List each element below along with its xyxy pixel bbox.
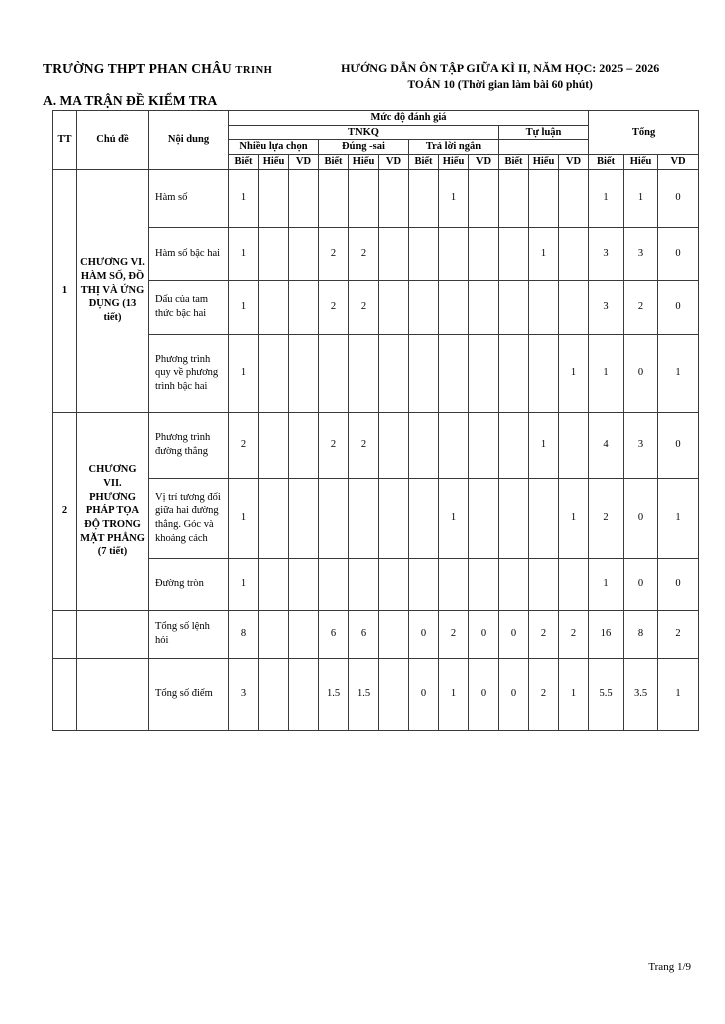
table-row <box>53 558 699 610</box>
value-cell <box>289 227 319 280</box>
value-cell: 0 <box>499 610 529 658</box>
col-header-hieu: Hiểu <box>259 154 289 169</box>
value-cell: 2 <box>529 658 559 730</box>
value-cell <box>559 558 589 610</box>
value-cell <box>439 558 469 610</box>
empty-tt-cell <box>53 610 77 658</box>
value-cell: 6 <box>319 610 349 658</box>
value-cell: 8 <box>229 610 259 658</box>
empty-chapter-cell <box>77 658 149 730</box>
value-cell <box>439 412 469 478</box>
value-cell <box>469 169 499 227</box>
topic-cell: Đường tròn <box>149 558 229 610</box>
value-cell <box>259 280 289 334</box>
value-cell: 1 <box>229 478 259 558</box>
topic-cell: Vị trí tương đối giữa hai đường thẳng. Góc và khoảng cách <box>149 478 229 558</box>
col-header-hieu: Hiểu <box>529 154 559 169</box>
value-cell: 2 <box>624 280 658 334</box>
empty-tt-cell <box>53 658 77 730</box>
value-cell <box>289 334 319 412</box>
value-cell: 2 <box>319 280 349 334</box>
value-cell <box>499 280 529 334</box>
value-cell <box>259 478 289 558</box>
value-cell <box>559 169 589 227</box>
value-cell <box>499 334 529 412</box>
value-cell: 2 <box>319 227 349 280</box>
school-name-main: TRƯỜNG THPT PHAN CHÂU <box>43 61 236 76</box>
value-cell <box>379 558 409 610</box>
table-row <box>53 478 699 558</box>
value-cell: 2 <box>529 610 559 658</box>
value-cell: 1 <box>559 478 589 558</box>
value-cell <box>469 478 499 558</box>
value-cell: 0 <box>409 610 439 658</box>
col-header-tra-loi-ngan: Trả lời ngắn <box>409 140 499 155</box>
header-row-1 <box>53 111 699 126</box>
table-row <box>53 334 699 412</box>
value-cell <box>409 412 439 478</box>
value-cell <box>379 478 409 558</box>
value-cell: 8 <box>624 610 658 658</box>
topic-cell: Hàm số <box>149 169 229 227</box>
value-cell: 3 <box>589 227 624 280</box>
value-cell: 16 <box>589 610 624 658</box>
value-cell: 2 <box>559 610 589 658</box>
summary-row <box>53 610 699 658</box>
summary-row <box>53 658 699 730</box>
value-cell <box>439 227 469 280</box>
value-cell: 2 <box>658 610 699 658</box>
value-cell <box>499 412 529 478</box>
col-header-muc-do-danh-gia: Mức độ đánh giá <box>229 111 589 126</box>
table-row <box>53 280 699 334</box>
document-title: HƯỚNG DẪN ÔN TẬP GIỮA KÌ II, NĂM HỌC: 2025 – 2026 <box>341 61 660 75</box>
col-header-biet: Biết <box>499 154 529 169</box>
value-cell <box>379 227 409 280</box>
document-subtitle: TOÁN 10 (Thời gian làm bài 60 phút) <box>407 79 593 91</box>
value-cell <box>499 478 529 558</box>
value-cell <box>529 169 559 227</box>
value-cell: 1 <box>658 334 699 412</box>
value-cell: 1 <box>229 558 259 610</box>
value-cell <box>559 280 589 334</box>
value-cell: 1 <box>559 334 589 412</box>
value-cell <box>499 227 529 280</box>
table-row <box>53 169 699 227</box>
table-row <box>53 412 699 478</box>
col-header-hieu: Hiểu <box>349 154 379 169</box>
value-cell: 1 <box>229 280 259 334</box>
col-header-noi-dung: Nội dung <box>149 111 229 170</box>
col-header-tu-luan-empty <box>499 140 589 155</box>
chapter-cell: CHƯƠNG VI. HÀM SỐ, ĐỒ THỊ VÀ ỨNG DỤNG (13 tiết) <box>77 169 149 412</box>
value-cell: 3 <box>229 658 259 730</box>
value-cell: 3 <box>624 412 658 478</box>
value-cell: 2 <box>589 478 624 558</box>
col-header-tnkq: TNKQ <box>229 125 499 140</box>
col-header-chu-de: Chủ đề <box>77 111 149 170</box>
value-cell <box>319 334 349 412</box>
value-cell <box>259 558 289 610</box>
value-cell: 1 <box>589 169 624 227</box>
value-cell <box>469 227 499 280</box>
value-cell <box>469 558 499 610</box>
value-cell <box>379 412 409 478</box>
row-number-cell: 2 <box>53 412 77 610</box>
value-cell <box>409 169 439 227</box>
value-cell <box>529 334 559 412</box>
value-cell <box>529 478 559 558</box>
value-cell <box>409 227 439 280</box>
value-cell <box>379 610 409 658</box>
value-cell <box>379 334 409 412</box>
value-cell <box>349 334 379 412</box>
col-header-biet: Biết <box>409 154 439 169</box>
value-cell <box>469 334 499 412</box>
value-cell: 4 <box>589 412 624 478</box>
value-cell: 1 <box>529 227 559 280</box>
value-cell <box>289 610 319 658</box>
value-cell <box>469 280 499 334</box>
value-cell <box>289 280 319 334</box>
value-cell: 1 <box>589 558 624 610</box>
col-header-biet: Biết <box>229 154 259 169</box>
value-cell <box>289 412 319 478</box>
value-cell <box>529 280 559 334</box>
matrix-header <box>53 111 699 170</box>
matrix-body <box>53 169 699 730</box>
col-header-tu-luan: Tự luận <box>499 125 589 140</box>
value-cell: 1 <box>439 478 469 558</box>
value-cell: 1 <box>439 658 469 730</box>
value-cell <box>259 169 289 227</box>
table-row <box>53 227 699 280</box>
value-cell <box>409 280 439 334</box>
value-cell <box>409 334 439 412</box>
value-cell: 2 <box>229 412 259 478</box>
value-cell: 1 <box>439 169 469 227</box>
value-cell <box>559 227 589 280</box>
document-title-block <box>272 61 698 91</box>
value-cell <box>259 334 289 412</box>
value-cell: 2 <box>319 412 349 478</box>
col-header-nhieu-lua-chon: Nhiều lựa chọn <box>229 140 319 155</box>
row-number-cell: 1 <box>53 169 77 412</box>
col-header-vd: VD <box>289 154 319 169</box>
col-header-tt: TT <box>53 111 77 170</box>
value-cell: 1.5 <box>319 658 349 730</box>
value-cell <box>349 478 379 558</box>
value-cell: 0 <box>624 334 658 412</box>
chapter-cell: CHƯƠNG VII. PHƯƠNG PHÁP TỌA ĐỘ TRONG MẶT PHẲNG (7 tiết) <box>77 412 149 610</box>
value-cell: 1.5 <box>349 658 379 730</box>
value-cell <box>439 280 469 334</box>
value-cell: 0 <box>658 280 699 334</box>
value-cell: 0 <box>499 658 529 730</box>
value-cell <box>259 658 289 730</box>
exam-matrix-table <box>52 110 699 731</box>
value-cell: 2 <box>349 412 379 478</box>
summary-label-cell: Tổng số điểm <box>149 658 229 730</box>
value-cell: 1 <box>229 169 259 227</box>
value-cell: 0 <box>658 412 699 478</box>
topic-cell: Phương trình đường thẳng <box>149 412 229 478</box>
topic-cell: Dấu của tam thức bậc hai <box>149 280 229 334</box>
value-cell <box>409 558 439 610</box>
value-cell: 1 <box>529 412 559 478</box>
col-header-vd: VD <box>559 154 589 169</box>
value-cell <box>289 558 319 610</box>
col-header-vd: VD <box>658 154 699 169</box>
value-cell <box>559 412 589 478</box>
col-header-hieu: Hiểu <box>624 154 658 169</box>
value-cell: 0 <box>469 658 499 730</box>
value-cell: 3 <box>624 227 658 280</box>
value-cell <box>259 227 289 280</box>
value-cell: 1 <box>229 334 259 412</box>
value-cell: 0 <box>658 169 699 227</box>
value-cell: 2 <box>349 227 379 280</box>
value-cell <box>379 658 409 730</box>
value-cell: 1 <box>658 478 699 558</box>
empty-chapter-cell <box>77 610 149 658</box>
value-cell: 3.5 <box>624 658 658 730</box>
value-cell: 1 <box>624 169 658 227</box>
value-cell: 1 <box>589 334 624 412</box>
col-header-biet: Biết <box>589 154 624 169</box>
value-cell: 0 <box>624 558 658 610</box>
value-cell <box>289 478 319 558</box>
col-header-biet: Biết <box>319 154 349 169</box>
topic-cell: Hàm số bậc hai <box>149 227 229 280</box>
value-cell <box>349 169 379 227</box>
value-cell <box>289 169 319 227</box>
value-cell: 0 <box>409 658 439 730</box>
value-cell <box>319 478 349 558</box>
col-header-hieu: Hiểu <box>439 154 469 169</box>
value-cell <box>349 558 379 610</box>
value-cell <box>319 169 349 227</box>
value-cell: 1 <box>658 658 699 730</box>
page-footer: Trang 1/9 <box>648 961 691 973</box>
col-header-dung-sai: Đúng -sai <box>319 140 409 155</box>
value-cell <box>499 558 529 610</box>
value-cell: 1 <box>229 227 259 280</box>
value-cell <box>259 412 289 478</box>
value-cell: 5.5 <box>589 658 624 730</box>
school-name-suffix: TRINH <box>235 65 273 76</box>
value-cell <box>289 658 319 730</box>
value-cell <box>499 169 529 227</box>
value-cell <box>259 610 289 658</box>
summary-label-cell: Tổng số lệnh hỏi <box>149 610 229 658</box>
value-cell: 1 <box>559 658 589 730</box>
value-cell: 2 <box>349 280 379 334</box>
school-name <box>43 61 272 77</box>
value-cell: 2 <box>439 610 469 658</box>
section-title: A. MA TRẬN ĐỀ KIỂM TRA <box>43 93 218 108</box>
value-cell <box>469 412 499 478</box>
col-header-vd: VD <box>379 154 409 169</box>
topic-cell: Phương trình quy về phương trình bậc hai <box>149 334 229 412</box>
value-cell <box>379 169 409 227</box>
value-cell: 6 <box>349 610 379 658</box>
value-cell: 0 <box>624 478 658 558</box>
value-cell <box>439 334 469 412</box>
value-cell: 0 <box>658 558 699 610</box>
value-cell <box>319 558 349 610</box>
value-cell <box>529 558 559 610</box>
col-header-tong: Tổng <box>589 111 699 155</box>
value-cell: 0 <box>469 610 499 658</box>
value-cell <box>379 280 409 334</box>
document-header <box>43 61 698 91</box>
value-cell <box>409 478 439 558</box>
value-cell: 3 <box>589 280 624 334</box>
col-header-vd: VD <box>469 154 499 169</box>
value-cell: 0 <box>658 227 699 280</box>
